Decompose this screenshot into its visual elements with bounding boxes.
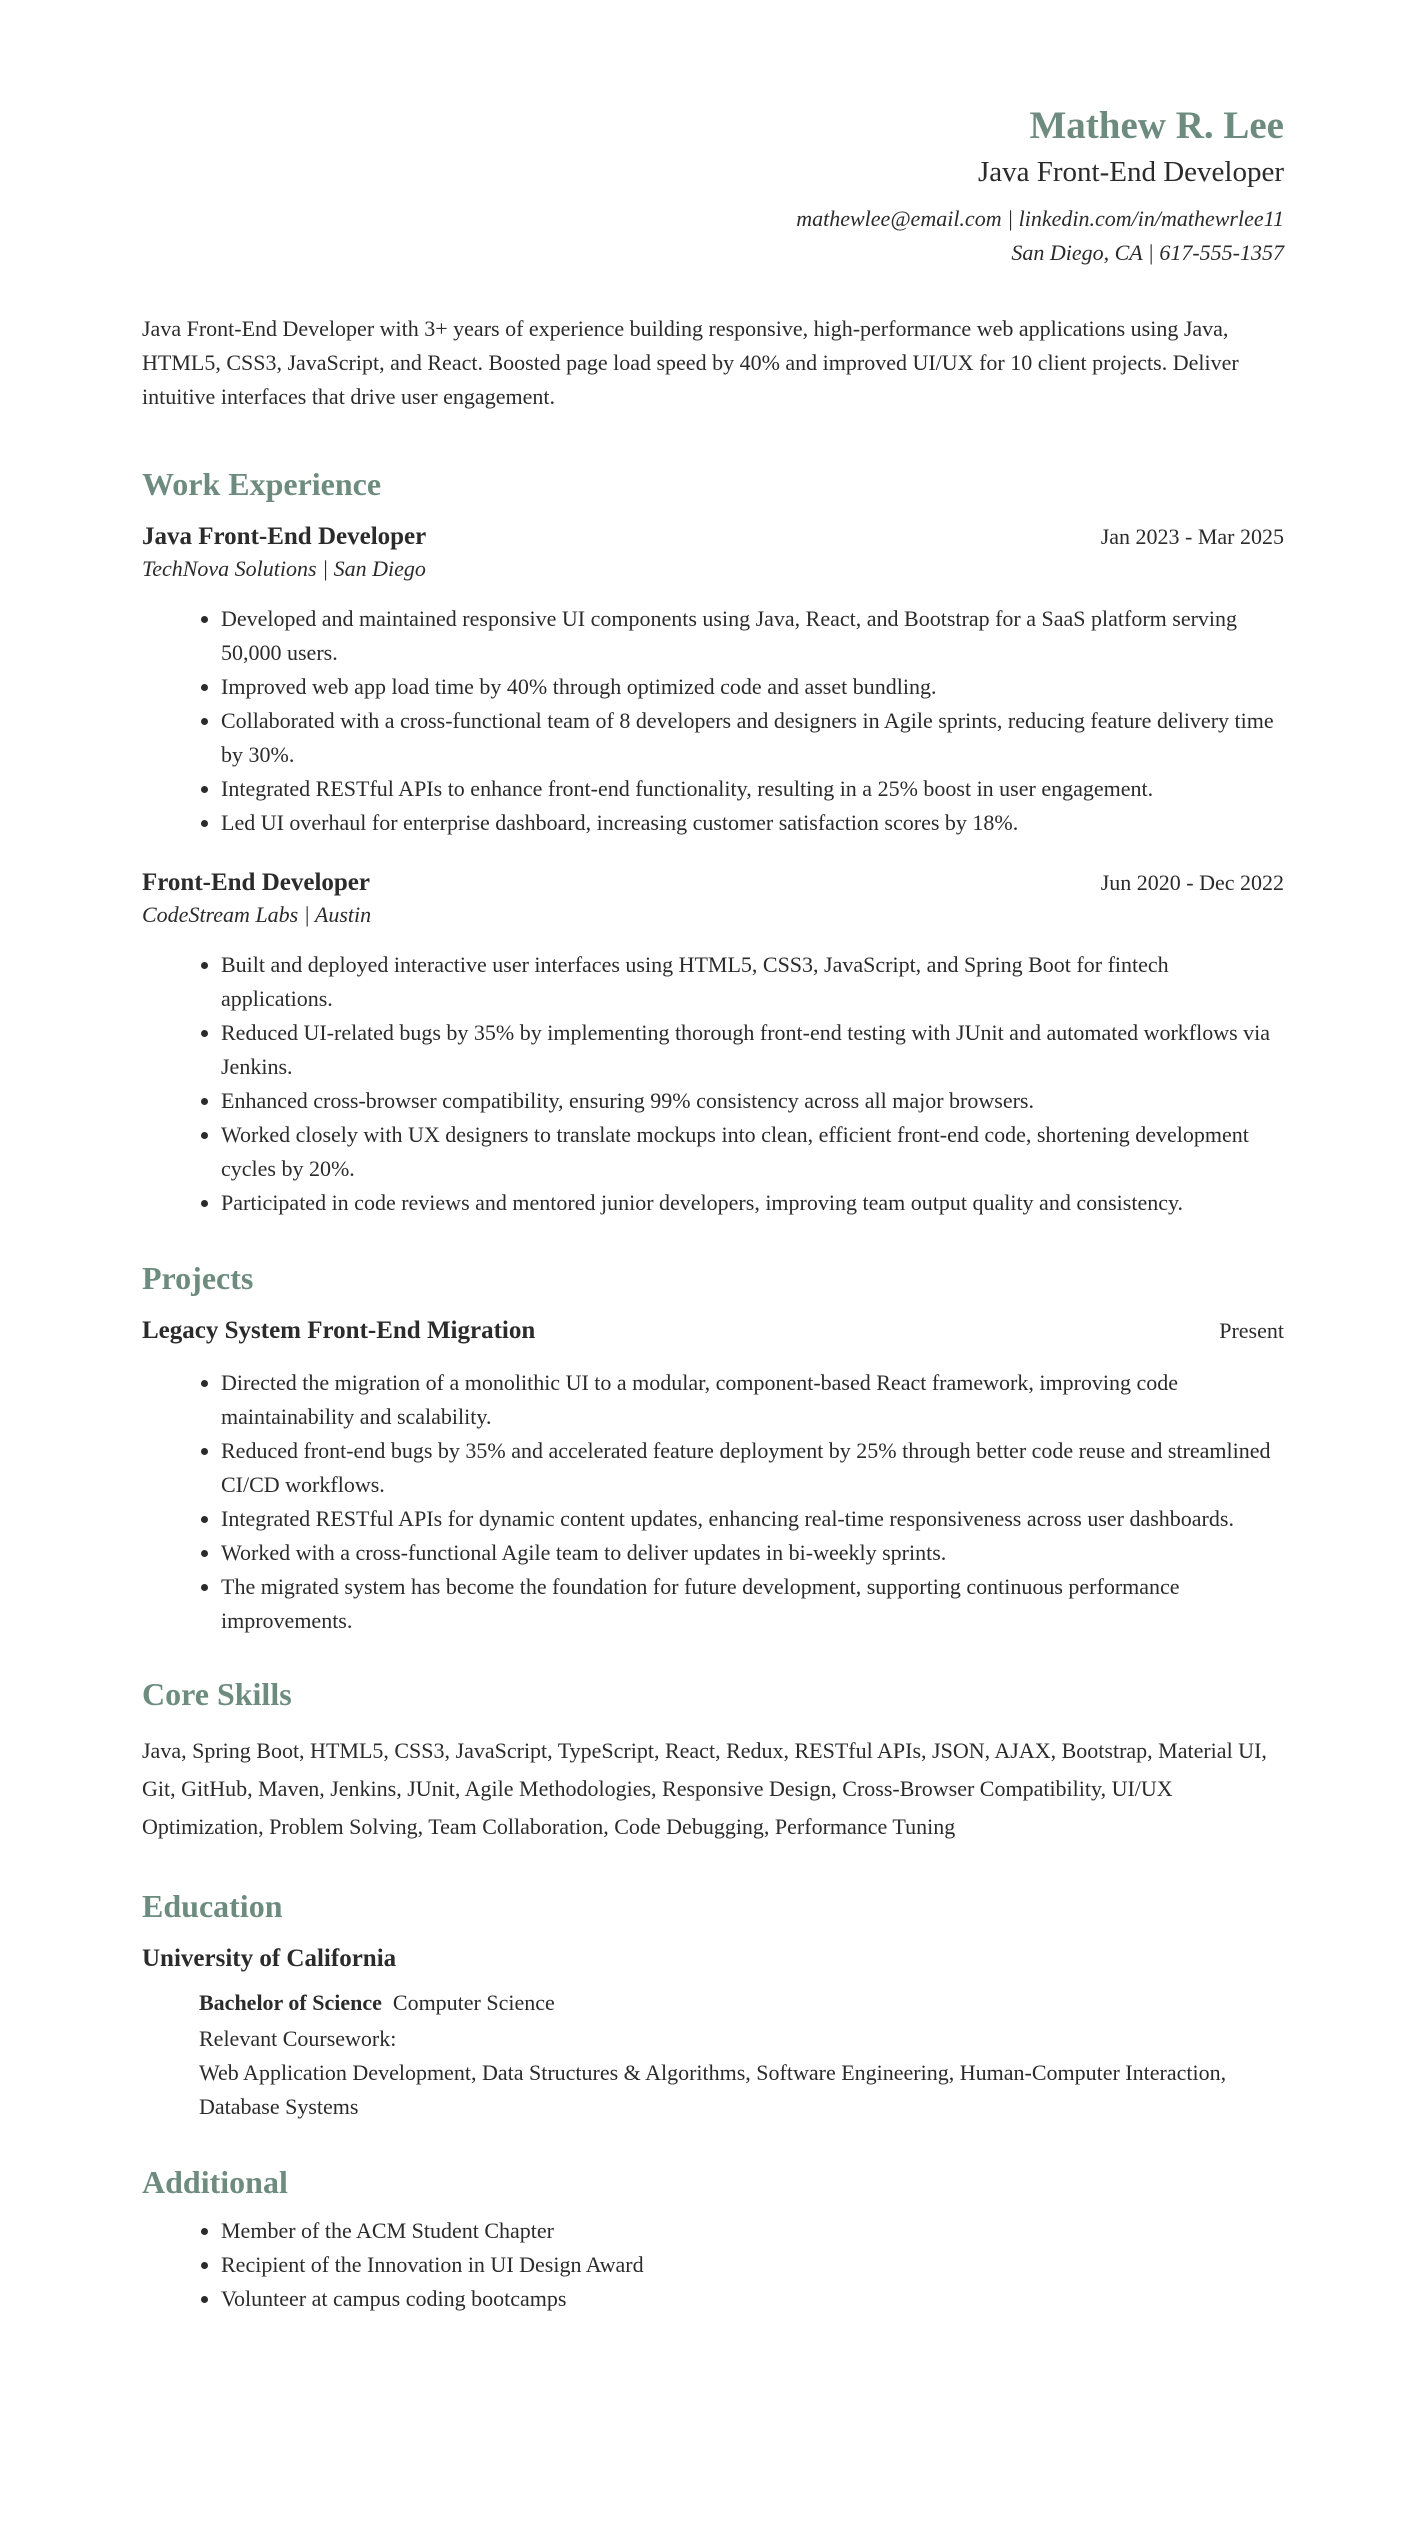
list-item: • Improved web app load time by 40% through optimized code and asset bundling.: [221, 670, 1284, 704]
list-item: • Reduced UI-related bugs by 35% by implementing thorough front-end testing with JUnit and automated workflows via Jenkins.: [221, 1016, 1284, 1084]
candidate-name: Mathew R. Lee: [1029, 104, 1284, 147]
list-item: • Enhanced cross-browser compatibility, ensuring 99% consistency across all major browsers.: [221, 1084, 1284, 1118]
list-item: • Recipient of the Innovation in UI Design Award: [221, 2248, 1284, 2282]
section-heading-education: Education: [142, 1888, 283, 1924]
coursework-list: Web Application Development, Data Structures & Algorithms, Software Engineering, Human-Computer Interaction, Database Systems: [199, 2060, 1227, 2119]
job-company: TechNova Solutions | San Diego: [142, 556, 426, 581]
education-major: Computer Science: [392, 1990, 555, 2015]
education-details: [142, 1986, 1284, 2124]
list-item: • Participated in code reviews and mentored junior developers, improving team output quality and consistency.: [221, 1186, 1284, 1220]
contact-line-email: mathewlee@email.com | linkedin.com/in/mathewrlee11: [796, 206, 1284, 231]
education-section: [142, 1886, 1284, 2124]
list-item: • Directed the migration of a monolithic UI to a modular, component-based React framework, improving code maintainability and scalability.: [221, 1366, 1284, 1434]
list-item: • Led UI overhaul for enterprise dashboard, increasing customer satisfaction scores by 18%.: [221, 806, 1284, 840]
skills-section: [142, 1674, 1284, 1846]
list-item: • Integrated RESTful APIs to enhance front-end functionality, resulting in a 25% boost in user engagement.: [221, 772, 1284, 806]
coursework-label: Relevant Coursework:: [199, 2026, 397, 2051]
summary-paragraph: Java Front-End Developer with 3+ years of experience building responsive, high-performance web applications using Java, HTML5, CSS3, JavaScript, and React. Boosted page load speed by 40% and improved UI/UX for 10 client projects. Deliver intuitive interfaces that drive user engagement.: [142, 316, 1239, 409]
education-degree: Bachelor of Science: [199, 1990, 382, 2015]
section-heading-projects: Projects: [142, 1260, 254, 1296]
list-item: • Collaborated with a cross-functional team of 8 developers and designers in Agile sprints, reducing feature delivery time by 30%.: [221, 704, 1284, 772]
contact-info: [142, 202, 1284, 270]
section-heading-additional: Additional: [142, 2164, 288, 2200]
resume-header: [142, 0, 1284, 270]
project-title: Legacy System Front-End Migration: [142, 1317, 536, 1344]
work-experience-section: [142, 464, 1284, 1220]
education-degree-line: [199, 1986, 1284, 2020]
list-item: • The migrated system has become the foundation for future development, supporting continuous performance improvements.: [221, 1570, 1284, 1638]
job-bullets: [142, 602, 1284, 840]
list-item: • Worked closely with UX designers to translate mockups into clean, efficient front-end code, shortening development cycles by 20%.: [221, 1118, 1284, 1186]
education-school: University of California: [142, 1945, 397, 1972]
section-heading-skills: Core Skills: [142, 1676, 292, 1712]
job-entry: [142, 866, 1284, 1220]
candidate-title: Java Front-End Developer: [977, 156, 1284, 188]
list-item: • Built and deployed interactive user interfaces using HTML5, CSS3, JavaScript, and Spring Boot for fintech applications.: [221, 948, 1284, 1016]
list-item: • Worked with a cross-functional Agile team to deliver updates in bi-weekly sprints.: [221, 1536, 1284, 1570]
additional-list: [142, 2214, 1284, 2316]
project-bullets: [142, 1366, 1284, 1638]
job-title: Front-End Developer: [142, 869, 370, 896]
list-item: • Reduced front-end bugs by 35% and accelerated feature deployment by 25% through better code reuse and streamlined CI/CD workflows.: [221, 1434, 1284, 1502]
job-bullets: [142, 948, 1284, 1220]
list-item: • Volunteer at campus coding bootcamps: [221, 2282, 1284, 2316]
job-dates: Jun 2020 - Dec 2022: [1100, 870, 1284, 895]
skills-text: Java, Spring Boot, HTML5, CSS3, JavaScript, TypeScript, React, Redux, RESTful APIs, JSON, AJAX, Bootstrap, Material UI, Git, GitHub, Maven, Jenkins, JUnit, Agile Methodologies, Responsive Design, Cross-Browser Compatibility, UI/UX Optimization, Problem Solving, Team Collaboration, Code Debugging, Performance Tuning: [142, 1738, 1267, 1839]
list-item: • Developed and maintained responsive UI components using Java, React, and Bootstrap for a SaaS platform serving 50,000 users.: [221, 602, 1284, 670]
contact-line-location: San Diego, CA | 617-555-1357: [1011, 240, 1284, 265]
project-dates: Present: [1219, 1318, 1284, 1343]
list-item: • Member of the ACM Student Chapter: [221, 2214, 1284, 2248]
section-heading-work: Work Experience: [142, 466, 382, 502]
projects-section: [142, 1258, 1284, 1638]
project-entry: [142, 1314, 1284, 1638]
job-dates: Jan 2023 - Mar 2025: [1100, 524, 1284, 549]
list-item: • Integrated RESTful APIs for dynamic content updates, enhancing real-time responsiveness across user dashboards.: [221, 1502, 1284, 1536]
additional-section: [142, 2162, 1284, 2316]
job-title: Java Front-End Developer: [142, 523, 427, 550]
job-company: CodeStream Labs | Austin: [142, 902, 372, 927]
job-entry: [142, 520, 1284, 840]
